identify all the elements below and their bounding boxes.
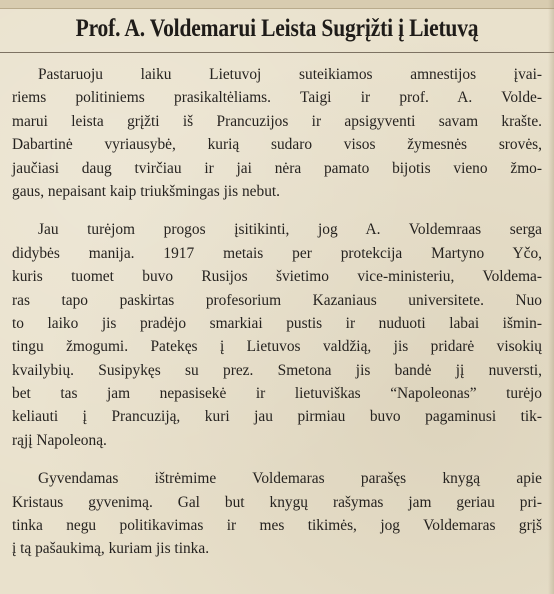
paragraph-line: ras tapo paskirtas profesorium Kazaniaus universitete. Nuo: [12, 291, 542, 309]
paragraph-line: bet tas jam nepasisekė ir lietuviškas “Napoleonas” turėjo: [12, 385, 542, 403]
paragraph-line: jaučiasi daug tvirčiau ir jai nėra pamato bijotis vieno žmo-: [12, 159, 542, 177]
page-edge-shadow: [548, 0, 554, 594]
article-body: [12, 63, 542, 576]
paragraph-line: riems politiniems prasikaltėliams. Taigi ir prof. A. Volde-: [12, 89, 542, 107]
paragraph-line: Dabartinė vyriausybė, kurią sudaro visos žymesnės srovės,: [12, 136, 542, 154]
paragraph-line: tingu žmogumi. Patekęs į Lietuvos valdžią, jis pridarė visokių: [12, 338, 542, 356]
paragraph-line: marui leista grįžti iš Prancuzijos ir apsigyventi savam krašte.: [12, 112, 542, 130]
paragraph-line: tinka negu politikavimas ir mes tikimės, jog Voldemaras grįš: [12, 517, 542, 535]
paragraph-line: keliauti į Prancuziją, kuri jau pirmiau buvo pagaminusi tik-: [12, 408, 542, 426]
paragraph-line: Kristaus gyvenimą. Gal but knygų rašymas jam geriau pri-: [12, 493, 542, 511]
paragraph-line: to laiko jis pradėjo smarkiai pustis ir nuduoti labai išmin-: [12, 314, 542, 332]
paragraph-line: gaus, nepaisant kaip triukšmingas jis nebut.: [12, 182, 281, 200]
paragraph-line: rąjį Napoleoną.: [12, 431, 107, 449]
paragraph-line: kvailybių. Susipykęs su prez. Smetona jis bandė jį nuversti,: [12, 361, 542, 379]
headline-divider: [0, 52, 554, 53]
paragraph-line: didybės manija. 1917 metais per protekcija Martyno Yčo,: [12, 244, 542, 262]
paragraph-line: kuris tuomet buvo Rusijos švietimo vice-ministeriu, Voldema-: [12, 268, 542, 286]
paragraph-line: Gyvendamas ištrėmime Voldemaras parašęs knygą apie: [38, 470, 542, 488]
paragraph-line: Pastaruoju laiku Lietuvoj suteikiamos amnestijos įvai-: [38, 66, 542, 83]
paragraph-line: į tą pašaukimą, kuriam jis tinka.: [12, 540, 210, 558]
paragraph-2: [12, 218, 542, 452]
paragraph-line: Jau turėjom progos įsitikinti, jog A. Voldemraas serga: [38, 221, 542, 239]
paragraph-3: [12, 467, 542, 561]
headline: Prof. A. Voldemarui Leista Sugrįžti į Lietuvą: [75, 15, 479, 42]
paragraph-1: [12, 63, 542, 203]
